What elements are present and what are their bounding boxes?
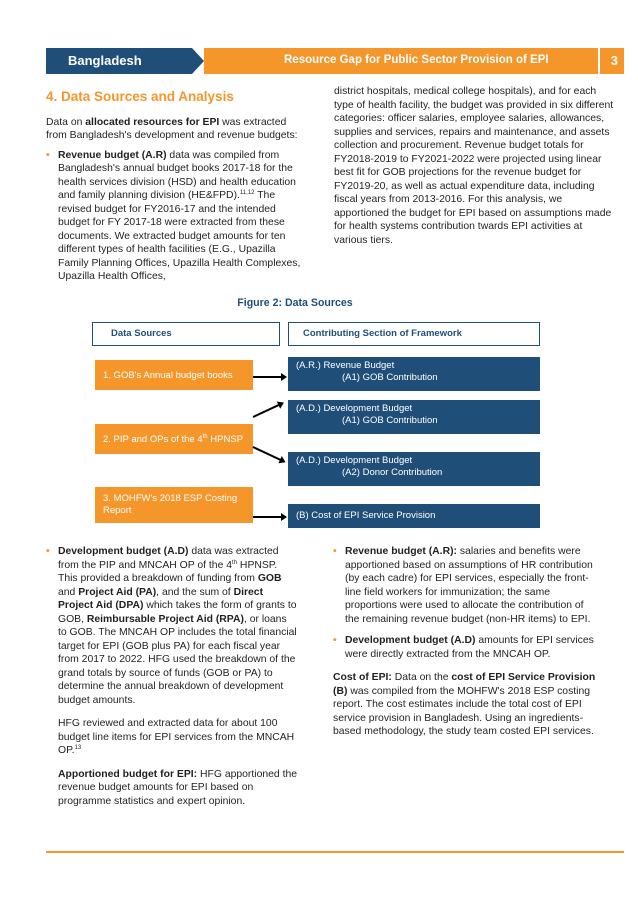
arrow-pip-to-gob [253, 403, 283, 418]
upper-left-column [46, 90, 304, 290]
upper-right-column [334, 85, 618, 253]
figure-header-framework: Contributing Section of Framework [288, 322, 540, 346]
section-heading: 4. Data Sources and Analysis [46, 89, 234, 104]
arrow-pip-to-donor [253, 446, 284, 462]
framework-box-esp-cost: (B) Cost of EPI Service Provision [288, 504, 540, 528]
page-header [46, 48, 624, 74]
development-budget-bullet: • Development budget (A.D) data was extracted from the PIP and MNCAH OP of the 4th HPNSP. This provided a breakdown of funding from GOB and Project Aid (PA), and the sum of Direct Project Aid (DPA) which takes the form of grants to GOB, Reimbursable Project Aid (RPA), or loans to GOB. The MNCAH OP includes the total financial target for EPI (GOB plus PA) for each fiscal year from 2017 to 2022. HFG used the breakdown of the grand totals by source of funds (GOB or PA) to determine the annual breakdown of development budget amounts. [46, 545, 298, 707]
revenue-apportion-bullet: • Revenue budget (A.R): salaries and benefits were apportioned based on assumptions of HR contribution (by each cadre) for EPI services, especially the front-line field workers for immunization; the same proportions were used to allocate the contribution of the remaining revenue budget (non-HR items) to EPI. [333, 545, 597, 626]
framework-box-development-gob: (A.D.) Development Budget (A1) GOB Contribution [288, 400, 540, 434]
source-box-pip-ops: 2. PIP and OPs of the 4th HPNSP [95, 424, 253, 454]
source-box-budget-books: 1. GOB's Annual budget books [95, 360, 253, 390]
revenue-budget-bullet: • Revenue budget (A.R) data was compiled from Bangladesh's annual budget books 2017-18 for the health services division (HSD) and health education and family planning division (HE&FPD).$^{11,12}$ The revised budget for FY2016-17 and the intended budget for FY 2017-18 were extracted from these documents. We extracted budget amounts for ten different types of health facilities (E.G., Upazilla Family Planning Offices, Upazilla Health Complexes, Upazilla Health Offices, [46, 149, 304, 284]
budget-categories-paragraph: district hospitals, medical college hospitals), and for each type of health facility, the budget was provided in six different categories: officer salaries, employee salaries, allowances, supplies and services, repairs and maintenance, and assets collection and procurement. Revenue budget totals for FY2018-2019 to FY2021-2022 were projected using linear best fit for GOB projections for the revenue budget for FY2019-20, as well as actual expenditure data, including fiscal years from 2013-2016. For this analysis, we apportioned the budget for EPI based on assumptions made for health systems contribution twards EPI activities at various tiers. [334, 86, 614, 246]
cost-of-epi-paragraph: Cost of EPI: Data on the cost of EPI Service Provision (B) was compiled from the MOHFW's 2018 ESP costing report. The cost estimates include the total cost of EPI service provision in Bangladesh. Using an ingredients-based methodology, the study team costed EPI services. [333, 672, 596, 737]
figure-title: Figure 2: Data Sources [237, 297, 353, 309]
figure-header-data-sources: Data Sources [92, 322, 280, 346]
page-number: 3 [610, 53, 618, 68]
source-box-esp-costing: 3. MOHFW's 2018 ESP Costing Report [95, 487, 253, 523]
lower-right-column [333, 545, 597, 745]
apportioned-budget-paragraph: Apportioned budget for EPI: HFG apportioned the revenue budget amounts for EPI based on programme statistics and expert opinion. [58, 768, 298, 807]
arrow-esp-costing [253, 516, 285, 518]
country-banner-arrow [192, 48, 204, 74]
data-sources-figure [90, 318, 542, 530]
country-label: Bangladesh [68, 53, 142, 68]
intro-paragraph: Data on allocated resources for EPI was extracted from Bangladesh's development and revenue budgets: [46, 116, 298, 141]
framework-box-revenue-gob: (A.R.) Revenue Budget (A1) GOB Contribution [288, 357, 540, 391]
report-title: Resource Gap for Public Sector Provision of EPI [284, 54, 549, 66]
arrow-budget-books [253, 376, 285, 378]
title-banner [204, 48, 624, 74]
framework-box-development-donor: (A.D.) Development Budget (A2) Donor Contribution [288, 452, 540, 486]
header-separator [598, 48, 600, 74]
country-banner [46, 48, 192, 74]
lower-left-column [46, 545, 298, 814]
footer-rule [46, 851, 624, 853]
development-extract-bullet: • Development budget (A.D) amounts for EPI services were directly extracted from the MNCAH OP. [333, 634, 597, 661]
hfg-review-paragraph: HFG reviewed and extracted data for about 100 budget line items for EPI services from the MNCAH OP.$^{13}$ [58, 718, 295, 756]
